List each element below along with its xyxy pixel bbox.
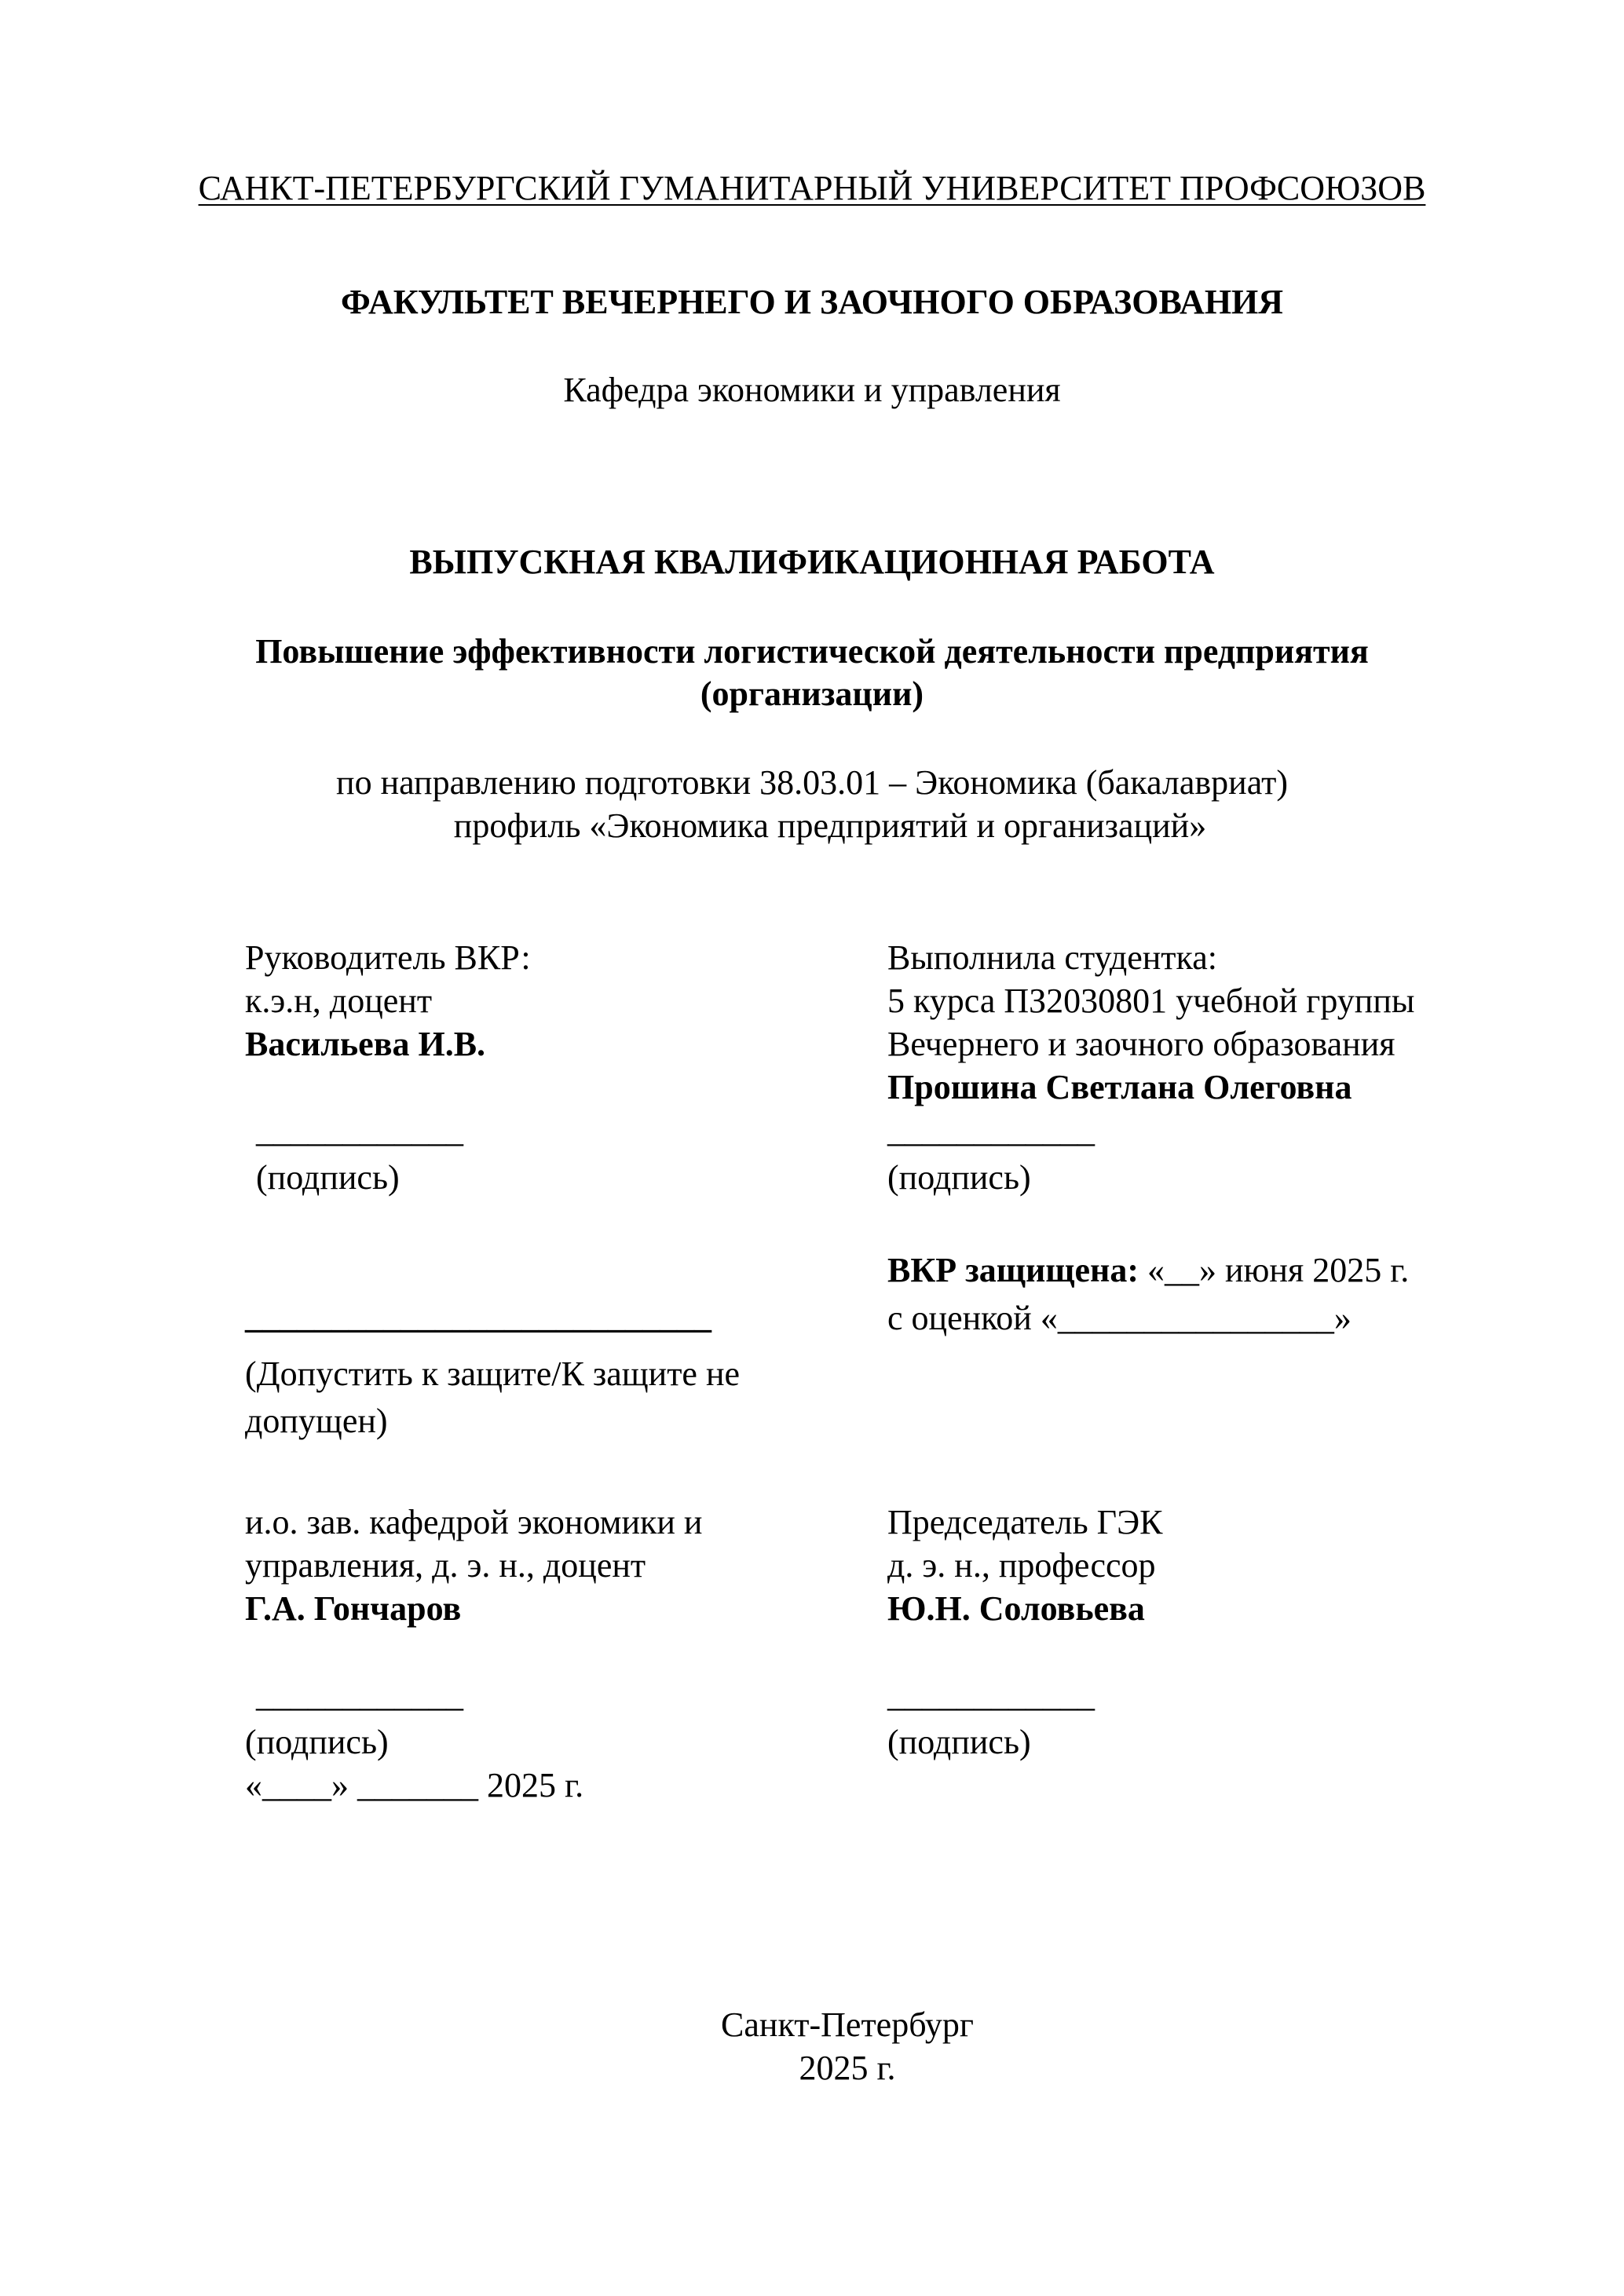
defense-date: «__» июня 2025 г. [1139,1251,1410,1289]
department-name: Кафедра экономики и управления [563,371,1061,409]
head-position-line1: и.о. зав. кафедрой экономики и [245,1503,703,1541]
defense-date-row [887,1253,1409,1288]
admission-line: ___________________________ [245,1297,711,1336]
chairman-degree: д. э. н., профессор [887,1546,1156,1585]
student-name: Прошина Светлана Олеговна [887,1068,1352,1106]
student-study-form: Вечернего и заочного образования [887,1025,1395,1063]
head-position-line2: управления, д. э. н., доцент [245,1546,646,1585]
student-signature-label: (подпись) [887,1158,1031,1197]
supervisor-name: Васильева И.В. [245,1025,486,1063]
study-direction: по направлению подготовки 38.03.01 – Экономика (бакалавриат) [336,763,1288,802]
university-name: САНКТ-ПЕТЕРБУРГСКИЙ ГУМАНИТАРНЫЙ УНИВЕРСИТЕТ ПРОФСОЮЗОВ [198,169,1426,207]
footer-city: Санкт-Петербург [721,2005,974,2044]
work-topic-line2: (организации) [700,675,924,713]
student-heading: Выполнила студентка: [887,938,1217,977]
admission-label-line1: (Допустить к защите/К защите не [245,1355,741,1393]
supervisor-signature-line: ____________ [256,1111,463,1150]
admission-label-line2: допущен) [245,1402,388,1440]
chairman-name: Ю.Н. Соловьева [887,1589,1145,1628]
student-signature-line: ____________ [887,1111,1095,1150]
faculty-name: ФАКУЛЬТЕТ ВЕЧЕРНЕГО И ЗАОЧНОГО ОБРАЗОВАНИЯ [340,283,1284,321]
head-name: Г.А. Гончаров [245,1589,462,1628]
work-topic-line1: Повышение эффективности логистической деятельности предприятия [255,632,1369,671]
student-course: 5 курса ПЗ2030801 учебной группы [887,982,1415,1020]
work-type: ВЫПУСКНАЯ КВАЛИФИКАЦИОННАЯ РАБОТА [409,543,1215,581]
chairman-heading: Председатель ГЭК [887,1503,1163,1541]
supervisor-heading: Руководитель ВКР: [245,938,531,977]
head-signature-date: «____» _______ 2025 г. [245,1766,584,1804]
head-signature-label: (подпись) [245,1723,389,1761]
footer-year: 2025 г. [799,2049,896,2087]
chairman-signature-label: (подпись) [887,1723,1031,1761]
study-profile: профиль «Экономика предприятий и организаций» [453,806,1207,845]
defense-label: ВКР защищена: [887,1251,1139,1289]
defense-grade: с оценкой «________________» [887,1299,1352,1337]
head-signature-line: ____________ [256,1676,463,1714]
supervisor-signature-label: (подпись) [256,1158,400,1197]
chairman-signature-line: ____________ [887,1676,1095,1714]
supervisor-degree: к.э.н, доцент [245,982,433,1020]
